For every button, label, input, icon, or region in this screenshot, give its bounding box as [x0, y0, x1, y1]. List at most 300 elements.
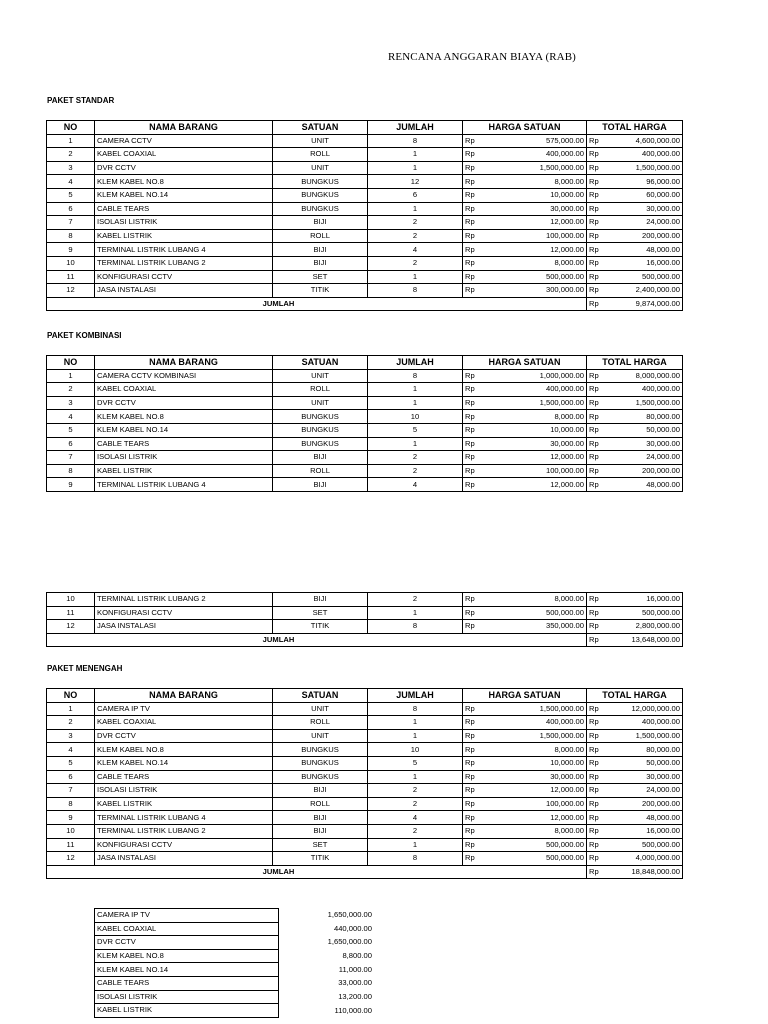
currency-label: Rp — [587, 256, 599, 270]
currency-label: Rp — [587, 423, 599, 437]
currency-label: Rp — [587, 410, 599, 424]
item-name: TERMINAL LISTRIK LUBANG 2 — [95, 256, 273, 270]
currency-label: Rp — [587, 743, 599, 757]
currency-label: Rp — [587, 824, 599, 838]
table-row — [47, 134, 683, 148]
row-number: 11 — [47, 270, 95, 284]
table-row — [47, 784, 683, 798]
list-item — [95, 922, 279, 936]
row-number: 5 — [47, 188, 95, 202]
table-row — [47, 464, 683, 478]
item-quantity: 10 — [368, 743, 463, 757]
table-row — [47, 716, 683, 730]
item-unit: BIJI — [273, 784, 368, 798]
item-unit: SET — [273, 838, 368, 852]
row-number: 12 — [47, 852, 95, 866]
item-unit: BUNGKUS — [273, 202, 368, 216]
extra-item-value: 33,000.00 — [338, 978, 372, 988]
item-name: CAMERA CCTV KOMBINASI — [95, 369, 273, 383]
currency-label: Rp — [463, 202, 495, 216]
table-row — [47, 756, 683, 770]
item-name: KABEL LISTRIK — [95, 797, 273, 811]
currency-label: Rp — [463, 396, 495, 410]
currency-label: Rp — [587, 175, 599, 189]
table-row — [47, 852, 683, 866]
row-number: 8 — [47, 229, 95, 243]
currency-label: Rp — [463, 716, 495, 730]
total-label: JUMLAH — [95, 633, 463, 647]
currency-label: Rp — [587, 270, 599, 284]
currency-label: Rp — [463, 423, 495, 437]
total-price: 50,000.00 — [599, 423, 683, 437]
item-quantity: 1 — [368, 606, 463, 620]
table-row — [47, 593, 683, 607]
total-price: 80,000.00 — [599, 410, 683, 424]
blank-cell — [47, 865, 95, 879]
section-label-standar: PAKET STANDAR — [47, 96, 115, 105]
item-name: KONFIGURASI CCTV — [95, 606, 273, 620]
header-jumlah: JUMLAH — [368, 121, 463, 135]
section-label-menengah: PAKET MENENGAH — [47, 664, 123, 673]
extra-item-value: 110,000.00 — [334, 1005, 372, 1015]
item-name: KABEL COAXIAL — [95, 148, 273, 162]
table-row — [47, 396, 683, 410]
total-price: 24,000.00 — [599, 784, 683, 798]
extra-item-value: 1,650,000.00 — [327, 910, 372, 919]
item-unit: BUNGKUS — [273, 410, 368, 424]
blank-cell — [463, 865, 587, 879]
table-menengah — [46, 688, 683, 879]
item-quantity: 8 — [368, 702, 463, 716]
currency-label: Rp — [463, 606, 495, 620]
list-item — [95, 963, 279, 977]
item-quantity: 2 — [368, 464, 463, 478]
item-unit: SET — [273, 606, 368, 620]
grand-total: 18,848,000.00 — [599, 865, 683, 879]
total-price: 48,000.00 — [599, 811, 683, 825]
item-unit: UNIT — [273, 134, 368, 148]
item-quantity: 1 — [368, 202, 463, 216]
row-number: 4 — [47, 175, 95, 189]
row-number: 5 — [47, 756, 95, 770]
item-unit: TITIK — [273, 852, 368, 866]
extra-item-value: 13,200.00 — [338, 992, 372, 1002]
currency-label: Rp — [587, 451, 599, 465]
list-item — [95, 976, 279, 990]
currency-label: Rp — [587, 620, 599, 634]
item-quantity: 1 — [368, 270, 463, 284]
item-quantity: 8 — [368, 284, 463, 298]
item-name: TERMINAL LISTRIK LUBANG 4 — [95, 243, 273, 257]
item-name: KLEM KABEL NO.14 — [95, 188, 273, 202]
item-name: CABLE TEARS — [95, 770, 273, 784]
unit-price: 12,000.00 — [495, 811, 587, 825]
item-name: KONFIGURASI CCTV — [95, 270, 273, 284]
table-row — [47, 202, 683, 216]
total-price: 8,000,000.00 — [599, 369, 683, 383]
extra-item-list — [94, 908, 279, 1018]
row-number: 3 — [47, 396, 95, 410]
total-price: 4,600,000.00 — [599, 134, 683, 148]
row-number: 11 — [47, 606, 95, 620]
table-row — [47, 743, 683, 757]
item-quantity: 4 — [368, 478, 463, 492]
extra-item-value: 440,000.00 — [333, 923, 372, 933]
row-number: 7 — [47, 216, 95, 230]
total-price: 50,000.00 — [599, 756, 683, 770]
extra-item-name: CABLE TEARS — [95, 976, 279, 990]
item-quantity: 2 — [368, 824, 463, 838]
unit-price: 1,500,000.00 — [495, 702, 587, 716]
item-quantity: 1 — [368, 396, 463, 410]
total-price: 16,000.00 — [599, 593, 683, 607]
grand-total: 13,648,000.00 — [599, 633, 683, 647]
header-total-harga: TOTAL HARGA — [587, 689, 683, 703]
item-quantity: 1 — [368, 437, 463, 451]
currency-label: Rp — [463, 451, 495, 465]
total-price: 16,000.00 — [599, 256, 683, 270]
currency-label: Rp — [463, 593, 495, 607]
item-quantity: 2 — [368, 229, 463, 243]
table-row — [47, 175, 683, 189]
header-harga-satuan: HARGA SATUAN — [463, 356, 587, 370]
blank-cell — [47, 297, 95, 311]
extra-item-name: KABEL LISTRIK — [95, 1004, 279, 1018]
item-quantity: 4 — [368, 243, 463, 257]
list-item — [95, 936, 279, 950]
currency-label: Rp — [587, 383, 599, 397]
table-row — [47, 838, 683, 852]
item-name: KABEL COAXIAL — [95, 716, 273, 730]
total-price: 48,000.00 — [599, 243, 683, 257]
currency-label: Rp — [463, 797, 495, 811]
table-row — [47, 284, 683, 298]
unit-price: 30,000.00 — [495, 202, 587, 216]
item-unit: BUNGKUS — [273, 175, 368, 189]
unit-price: 300,000.00 — [495, 284, 587, 298]
item-unit: ROLL — [273, 716, 368, 730]
header-row — [47, 356, 683, 370]
currency-label: Rp — [463, 620, 495, 634]
item-name: KLEM KABEL NO.8 — [95, 410, 273, 424]
row-number: 1 — [47, 369, 95, 383]
row-number: 10 — [47, 256, 95, 270]
item-quantity: 1 — [368, 838, 463, 852]
item-name: JASA INSTALASI — [95, 620, 273, 634]
total-price: 24,000.00 — [599, 216, 683, 230]
item-name: CABLE TEARS — [95, 202, 273, 216]
currency-label: Rp — [587, 756, 599, 770]
currency-label: Rp — [463, 148, 495, 162]
item-unit: ROLL — [273, 464, 368, 478]
total-row — [47, 865, 683, 879]
total-label: JUMLAH — [95, 297, 463, 311]
item-quantity: 4 — [368, 811, 463, 825]
item-quantity: 1 — [368, 770, 463, 784]
row-number: 6 — [47, 202, 95, 216]
currency-label: Rp — [587, 478, 599, 492]
unit-price: 400,000.00 — [495, 148, 587, 162]
table-kombinasi-part2 — [46, 592, 683, 647]
section-label-kombinasi: PAKET KOMBINASI — [47, 331, 122, 340]
header-jumlah: JUMLAH — [368, 689, 463, 703]
item-quantity: 2 — [368, 797, 463, 811]
unit-price: 500,000.00 — [495, 838, 587, 852]
item-name: ISOLASI LISTRIK — [95, 784, 273, 798]
blank-cell — [463, 633, 587, 647]
table-row — [47, 383, 683, 397]
currency-label: Rp — [587, 216, 599, 230]
row-number: 5 — [47, 423, 95, 437]
currency-label: Rp — [463, 369, 495, 383]
total-price: 2,400,000.00 — [599, 284, 683, 298]
total-price: 1,500,000.00 — [599, 729, 683, 743]
item-name: ISOLASI LISTRIK — [95, 451, 273, 465]
currency-label: Rp — [587, 243, 599, 257]
grand-total: 9,874,000.00 — [599, 297, 683, 311]
extra-value-list — [282, 908, 372, 1018]
extra-item-value: 8,800.00 — [342, 951, 372, 961]
total-price: 500,000.00 — [599, 606, 683, 620]
table-row — [47, 161, 683, 175]
currency-label: Rp — [587, 729, 599, 743]
unit-price: 1,500,000.00 — [495, 729, 587, 743]
total-price: 1,500,000.00 — [599, 396, 683, 410]
item-unit: BIJI — [273, 593, 368, 607]
total-price: 500,000.00 — [599, 838, 683, 852]
table-row — [47, 824, 683, 838]
unit-price: 1,500,000.00 — [495, 396, 587, 410]
unit-price: 8,000.00 — [495, 593, 587, 607]
unit-price: 1,000,000.00 — [495, 369, 587, 383]
item-unit: BIJI — [273, 256, 368, 270]
item-name: TERMINAL LISTRIK LUBANG 4 — [95, 811, 273, 825]
currency-label: Rp — [587, 784, 599, 798]
table-row — [47, 451, 683, 465]
row-number: 7 — [47, 451, 95, 465]
currency-label: Rp — [463, 756, 495, 770]
unit-price: 8,000.00 — [495, 824, 587, 838]
item-quantity: 2 — [368, 451, 463, 465]
item-unit: BIJI — [273, 243, 368, 257]
currency-label: Rp — [463, 410, 495, 424]
currency-label: Rp — [587, 770, 599, 784]
unit-price: 30,000.00 — [495, 437, 587, 451]
item-quantity: 8 — [368, 369, 463, 383]
unit-price: 12,000.00 — [495, 216, 587, 230]
item-unit: ROLL — [273, 148, 368, 162]
item-name: TERMINAL LISTRIK LUBANG 2 — [95, 824, 273, 838]
header-satuan: SATUAN — [273, 689, 368, 703]
row-number: 4 — [47, 410, 95, 424]
item-unit: UNIT — [273, 396, 368, 410]
header-satuan: SATUAN — [273, 121, 368, 135]
item-name: KABEL LISTRIK — [95, 229, 273, 243]
row-number: 8 — [47, 464, 95, 478]
item-unit: BUNGKUS — [273, 770, 368, 784]
currency-label: Rp — [587, 161, 599, 175]
row-number: 3 — [47, 729, 95, 743]
currency-label: Rp — [587, 148, 599, 162]
item-quantity: 8 — [368, 852, 463, 866]
currency-label: Rp — [463, 464, 495, 478]
total-price: 4,000,000.00 — [599, 852, 683, 866]
header-no: NO — [47, 356, 95, 370]
currency-label: Rp — [463, 284, 495, 298]
item-unit: BIJI — [273, 216, 368, 230]
item-name: ISOLASI LISTRIK — [95, 216, 273, 230]
currency-label: Rp — [587, 396, 599, 410]
header-row — [47, 689, 683, 703]
item-name: KLEM KABEL NO.8 — [95, 743, 273, 757]
currency-label: Rp — [463, 838, 495, 852]
item-name: CAMERA IP TV — [95, 702, 273, 716]
item-unit: UNIT — [273, 702, 368, 716]
item-name: CAMERA CCTV — [95, 134, 273, 148]
total-price: 30,000.00 — [599, 770, 683, 784]
extra-item-name: KABEL COAXIAL — [95, 922, 279, 936]
currency-label: Rp — [587, 838, 599, 852]
item-quantity: 5 — [368, 756, 463, 770]
item-unit: ROLL — [273, 383, 368, 397]
item-unit: BUNGKUS — [273, 188, 368, 202]
item-quantity: 1 — [368, 383, 463, 397]
item-unit: ROLL — [273, 229, 368, 243]
total-price: 500,000.00 — [599, 270, 683, 284]
item-unit: BIJI — [273, 811, 368, 825]
unit-price: 500,000.00 — [495, 270, 587, 284]
currency-label: Rp — [463, 478, 495, 492]
row-number: 9 — [47, 478, 95, 492]
table-row — [47, 410, 683, 424]
currency-label: Rp — [587, 593, 599, 607]
currency-label: Rp — [587, 369, 599, 383]
header-total-harga: TOTAL HARGA — [587, 356, 683, 370]
header-harga-satuan: HARGA SATUAN — [463, 121, 587, 135]
currency-label: Rp — [587, 702, 599, 716]
total-row — [47, 633, 683, 647]
header-no: NO — [47, 121, 95, 135]
currency-label: Rp — [587, 202, 599, 216]
total-row — [47, 297, 683, 311]
currency-label: Rp — [463, 243, 495, 257]
extra-item-name: CAMERA IP TV — [95, 909, 279, 923]
currency-label: Rp — [587, 633, 599, 647]
currency-label: Rp — [587, 134, 599, 148]
extra-item-name: KLEM KABEL NO.8 — [95, 949, 279, 963]
total-price: 400,000.00 — [599, 383, 683, 397]
row-number: 9 — [47, 811, 95, 825]
currency-label: Rp — [463, 216, 495, 230]
table-row — [47, 702, 683, 716]
item-unit: BIJI — [273, 451, 368, 465]
table-row — [47, 811, 683, 825]
unit-price: 400,000.00 — [495, 383, 587, 397]
extra-item-value: 1,650,000.00 — [327, 937, 372, 947]
item-quantity: 12 — [368, 175, 463, 189]
unit-price: 100,000.00 — [495, 464, 587, 478]
row-number: 4 — [47, 743, 95, 757]
currency-label: Rp — [463, 743, 495, 757]
item-name: JASA INSTALASI — [95, 284, 273, 298]
currency-label: Rp — [463, 270, 495, 284]
currency-label: Rp — [463, 383, 495, 397]
item-unit: ROLL — [273, 797, 368, 811]
item-unit: BUNGKUS — [273, 437, 368, 451]
table-row — [47, 620, 683, 634]
total-price: 200,000.00 — [599, 464, 683, 478]
extra-item-name: KLEM KABEL NO.14 — [95, 963, 279, 977]
row-number: 10 — [47, 593, 95, 607]
currency-label: Rp — [463, 824, 495, 838]
item-name: TERMINAL LISTRIK LUBANG 4 — [95, 478, 273, 492]
list-item — [95, 1004, 279, 1018]
currency-label: Rp — [587, 464, 599, 478]
table-row — [47, 369, 683, 383]
row-number: 2 — [47, 383, 95, 397]
item-name: KLEM KABEL NO.8 — [95, 175, 273, 189]
total-price: 400,000.00 — [599, 148, 683, 162]
currency-label: Rp — [587, 229, 599, 243]
currency-label: Rp — [463, 437, 495, 451]
header-harga-satuan: HARGA SATUAN — [463, 689, 587, 703]
list-item — [95, 909, 279, 923]
item-unit: BIJI — [273, 478, 368, 492]
header-no: NO — [47, 689, 95, 703]
blank-cell — [463, 297, 587, 311]
currency-label: Rp — [587, 852, 599, 866]
unit-price: 575,000.00 — [495, 134, 587, 148]
table-row — [47, 606, 683, 620]
item-name: KONFIGURASI CCTV — [95, 838, 273, 852]
item-name: KLEM KABEL NO.14 — [95, 756, 273, 770]
total-label: JUMLAH — [95, 865, 463, 879]
unit-price: 10,000.00 — [495, 756, 587, 770]
unit-price: 350,000.00 — [495, 620, 587, 634]
item-quantity: 2 — [368, 216, 463, 230]
table-row — [47, 478, 683, 492]
currency-label: Rp — [587, 284, 599, 298]
total-price: 2,800,000.00 — [599, 620, 683, 634]
item-unit: TITIK — [273, 620, 368, 634]
unit-price: 1,500,000.00 — [495, 161, 587, 175]
item-name: KABEL LISTRIK — [95, 464, 273, 478]
currency-label: Rp — [463, 770, 495, 784]
table-row — [47, 229, 683, 243]
total-price: 30,000.00 — [599, 437, 683, 451]
total-price: 400,000.00 — [599, 716, 683, 730]
header-nama-barang: NAMA BARANG — [95, 121, 273, 135]
currency-label: Rp — [463, 702, 495, 716]
row-number: 2 — [47, 716, 95, 730]
item-name: DVR CCTV — [95, 161, 273, 175]
total-price: 96,000.00 — [599, 175, 683, 189]
table-row — [47, 216, 683, 230]
row-number: 10 — [47, 824, 95, 838]
table-row — [47, 188, 683, 202]
item-quantity: 2 — [368, 593, 463, 607]
row-number: 8 — [47, 797, 95, 811]
row-number: 1 — [47, 702, 95, 716]
unit-price: 12,000.00 — [495, 243, 587, 257]
currency-label: Rp — [587, 188, 599, 202]
document-title: RENCANA ANGGARAN BIAYA (RAB) — [388, 51, 576, 63]
item-quantity: 6 — [368, 188, 463, 202]
unit-price: 10,000.00 — [495, 188, 587, 202]
row-number: 11 — [47, 838, 95, 852]
row-number: 1 — [47, 134, 95, 148]
item-quantity: 10 — [368, 410, 463, 424]
